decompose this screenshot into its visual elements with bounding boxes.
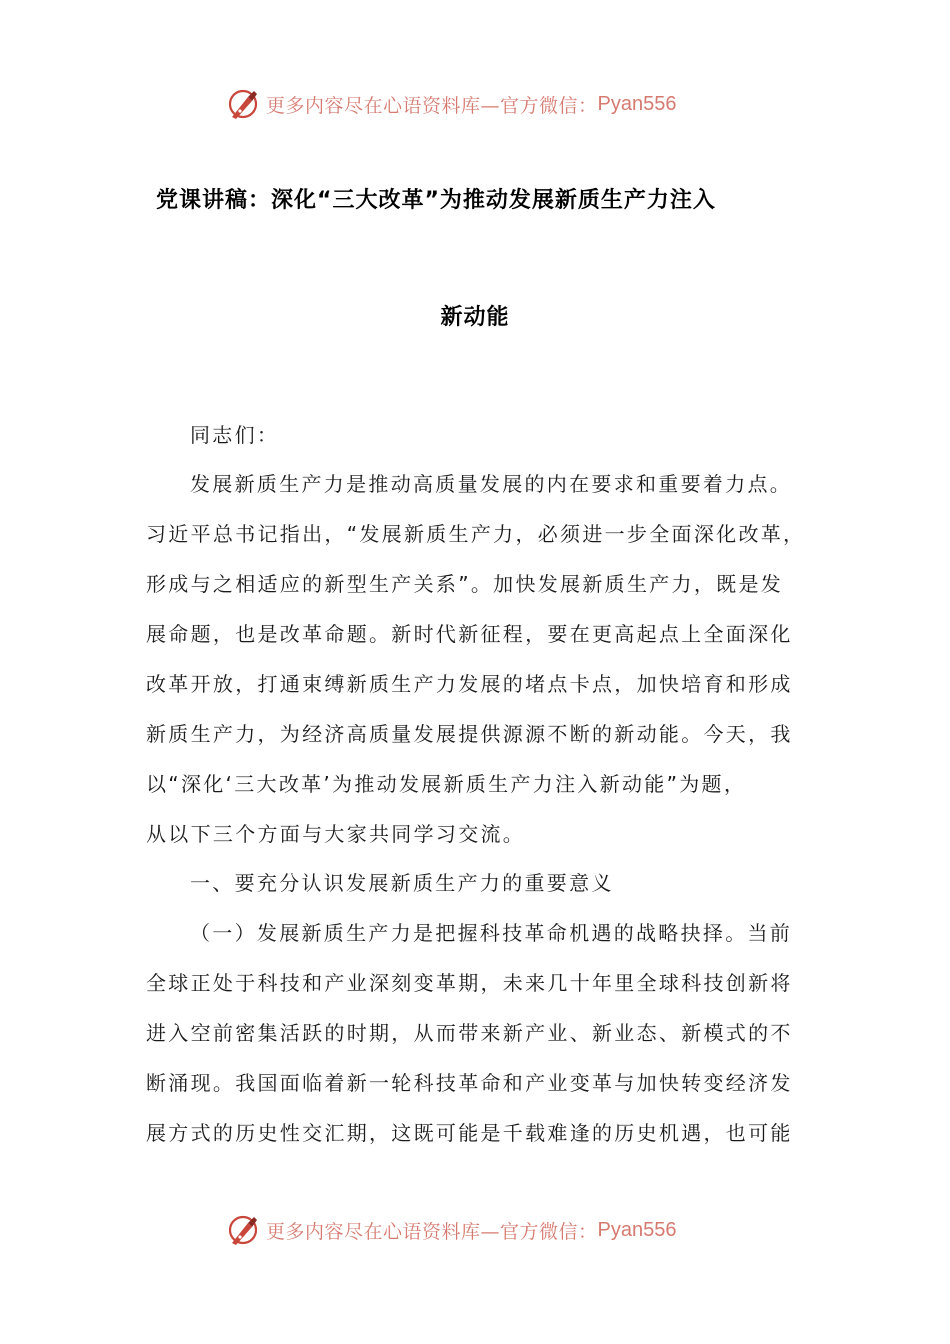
footer-watermark: [226, 1210, 676, 1250]
page-title-line-1: 党课讲稿：深化“三大改革”为推动发展新质生产力注入: [156, 188, 716, 213]
paragraph-line: 全球正处于科技和产业深刻变革期，未来几十年里全球科技创新将: [146, 971, 793, 995]
watermark-handle: Pyan556: [597, 1218, 677, 1241]
watermark-text: 更多内容尽在心语资料库—官方微信：: [266, 94, 598, 117]
paragraph-line: 展方式的历史性交汇期，这既可能是千载难逢的历史机遇，也可能: [146, 1121, 793, 1145]
salutation: 同志们：: [190, 423, 280, 447]
pen-nib-logo-icon: [226, 1213, 260, 1247]
paragraph-line: 习近平总书记指出，“发展新质生产力，必须进一步全面深化改革，: [146, 522, 806, 546]
paragraph-line: 发展新质生产力是推动高质量发展的内在要求和重要着力点。: [190, 472, 793, 496]
paragraph-line: 从以下三个方面与大家共同学习交流。: [146, 822, 526, 846]
page-title-line-2: 新动能: [440, 305, 510, 330]
paragraph-line: 断涌现。我国面临着新一轮科技革命和产业变革与加快转变经济发: [146, 1071, 793, 1095]
watermark-handle: Pyan556: [597, 92, 677, 115]
header-watermark: [226, 84, 676, 124]
paragraph-line: 进入空前密集活跃的时期，从而带来新产业、新业态、新模式的不: [146, 1021, 793, 1045]
paragraph-line: 新质生产力，为经济高质量发展提供源源不断的新动能。今天，我: [146, 722, 793, 746]
paragraph-line: 改革开放，打通束缚新质生产力发展的堵点卡点，加快培育和形成: [146, 672, 793, 696]
section-heading: 一、要充分认识发展新质生产力的重要意义: [190, 871, 614, 895]
paragraph-line: 形成与之相适应的新型生产关系”。加快发展新质生产力，既是发: [146, 572, 784, 596]
pen-nib-logo-icon: [226, 87, 260, 121]
paragraph-line: （一）发展新质生产力是把握科技革命机遇的战略抉择。当前: [190, 921, 793, 945]
paragraph-line: 展命题，也是改革命题。新时代新征程，要在更高起点上全面深化: [146, 622, 793, 646]
paragraph-line: 以“深化‘三大改革’为推动发展新质生产力注入新动能”为题，: [146, 772, 747, 796]
watermark-text: 更多内容尽在心语资料库—官方微信：: [266, 1220, 598, 1243]
